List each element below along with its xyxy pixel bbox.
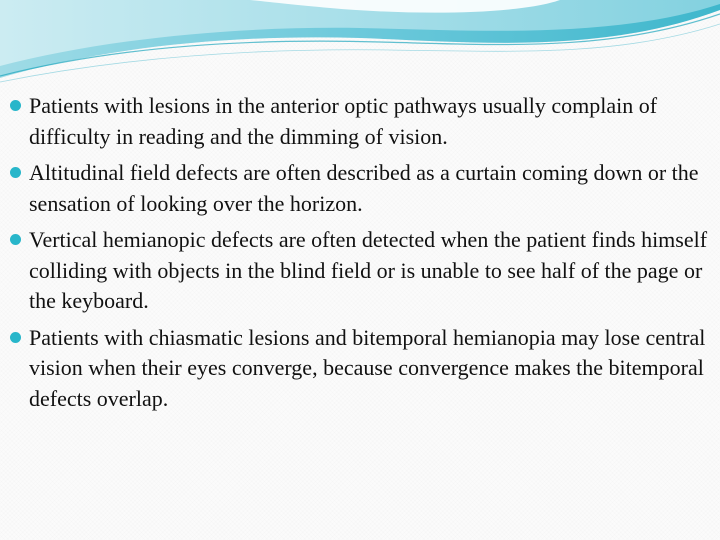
bullet-text: Patients with lesions in the anterior optic pathways usually complain of difficulty in reading and the dimming of vision. (29, 93, 658, 149)
bullet-dot-icon (10, 234, 21, 245)
bullet-item (10, 91, 710, 152)
bullet-list (10, 91, 710, 420)
wave-header-decoration (0, 0, 720, 90)
bullet-item (10, 225, 710, 317)
bullet-text: Patients with chiasmatic lesions and bitemporal hemianopia may lose central vision when their eyes converge, because convergence makes the bitemporal defects overlap. (29, 324, 706, 411)
bullet-text: Altitudinal field defects are often described as a curtain coming down or the sensation of looking over the horizon. (29, 160, 699, 216)
bullet-text: Vertical hemianopic defects are often detected when the patient finds himself colliding with objects in the blind field or is unable to see half of the page or the keyboard. (29, 227, 708, 313)
bullet-item (10, 323, 710, 415)
bullet-dot-icon (10, 100, 21, 111)
bullet-dot-icon (10, 167, 21, 178)
bullet-dot-icon (10, 332, 21, 343)
bullet-item (10, 158, 710, 219)
